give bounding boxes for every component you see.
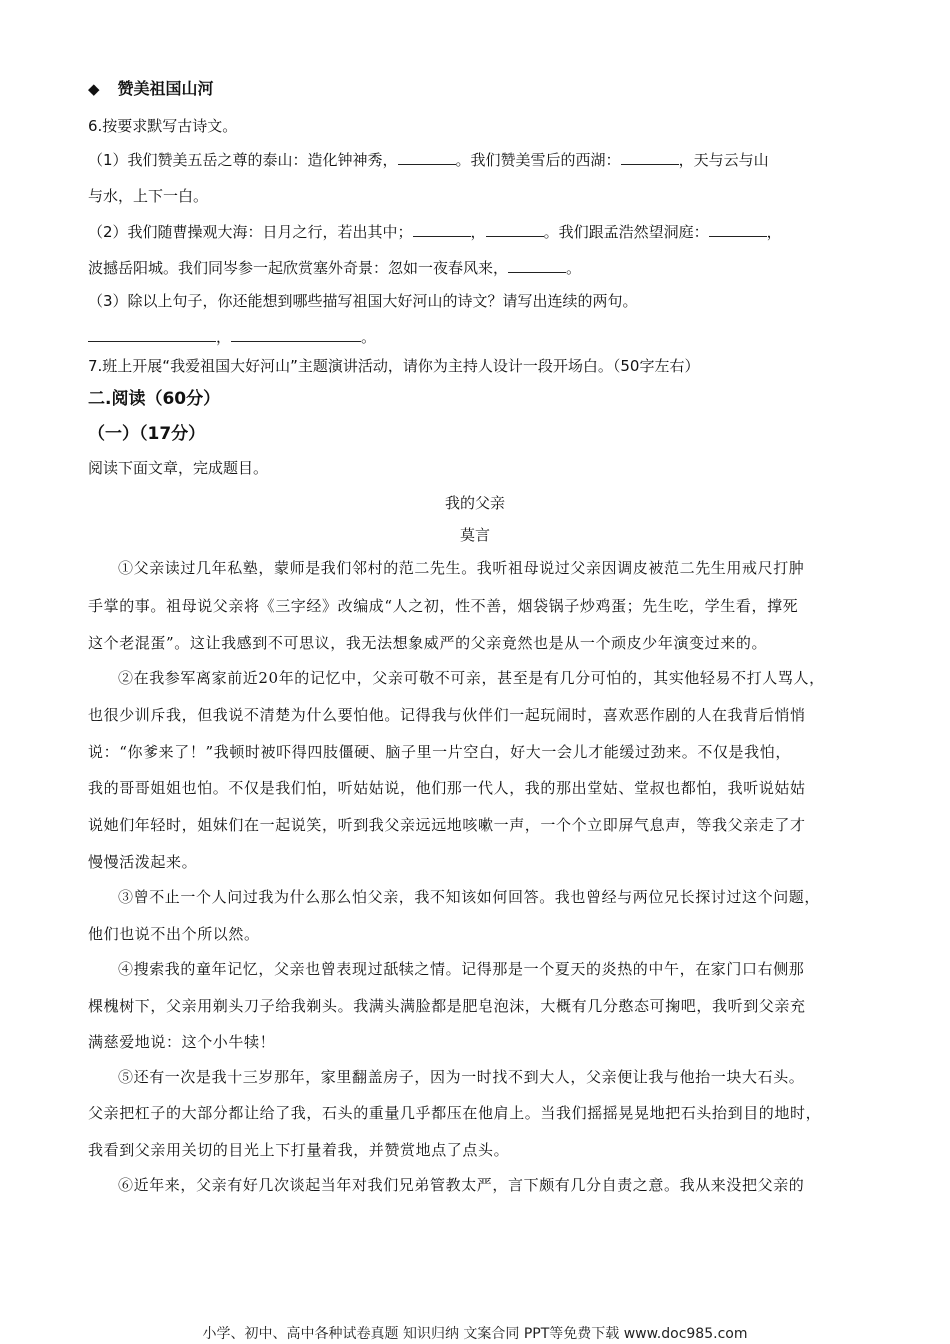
q6-title: 6.按要求默写古诗文。 [88,117,238,135]
answer-blank[interactable] [709,221,767,237]
answer-blank[interactable] [486,221,544,237]
q6-part2-line1: （2）我们随曹操观大海：日月之行，若出其中； ， 。我们跟孟浩然望洞庭： ， [88,223,782,241]
essay-line: ⑥近年来，父亲有好几次谈起当年对我们兄弟管教太严，言下颇有几分自责之意。我从来没把父亲的 [118,1176,805,1194]
answer-blank[interactable] [621,149,679,165]
essay-line: ③曾不止一个人问过我为什么那么怕父亲，我不知该如何回答。我也曾经与两位兄长探讨过这个问题， [118,888,821,906]
essay-line: 我的哥哥姐姐也怕。不仅是我们怕，听姑姑说，他们那一代人，我的那出堂姑、堂叔也都怕，我听说姑姑 [88,779,806,797]
answer-blank[interactable] [88,326,216,342]
q6-part3: （3）除以上句子，你还能想到哪些描写祖国大好河山的诗文？请写出连续的两句。 [88,292,638,310]
essay-line: 棵槐树下，父亲用剃头刀子给我剃头。我满头满脸都是肥皂泡沫，大概有几分憨态可掬吧，我听到父亲充 [88,997,806,1015]
q6-part1-line2: 与水，上下一白。 [88,187,209,205]
essay-line: ①父亲读过几年私塾，蒙师是我们邻村的范二先生。我听祖母说过父亲因调皮被范二先生用戒尺打肿 [118,559,805,577]
essay-line: 我看到父亲用关切的目光上下打量着我，并赞赏地点了点头。 [88,1141,510,1159]
essay-line: 他们也说不出个所以然。 [88,925,260,943]
q6-part3-answers: ， 。 [88,326,376,347]
reading-instruction: 阅读下面文章，完成题目。 [88,459,269,477]
essay-title: 我的父亲 [444,494,505,512]
essay-line: 说她们年轻时，姐妹们在一起说笑，听到我父亲远远地咳嗽一声，一个个立即屏气息声，等我父亲走了才 [88,816,806,834]
part-one-heading: （一）（17分） [88,424,206,444]
essay-line: ②在我参军离家前近20年的记忆中，父亲可敬不可亲，甚至是有几分可怕的，其实他轻易不打人骂人， [118,669,825,687]
answer-blank[interactable] [508,257,566,273]
essay-line: 慢慢活泼起来。 [88,853,198,871]
section-reading: 二.阅读（60分） [88,389,221,409]
essay-line: ⑤还有一次是我十三岁那年，家里翻盖房子，因为一时找不到大人，父亲便让我与他抬一块大石头。 [118,1068,805,1086]
essay-line: 说：“你爹来了！”我顿时被吓得四肢僵硬、脑子里一片空白，好大一会儿才能缓过劲来。不仅是我怕， [88,743,791,761]
diamond-icon: ◆ [88,80,100,98]
essay-line: 父亲把杠子的大部分都让给了我，石头的重量几乎都压在他肩上。当我们摇摇晃晃地把石头抬到目的地时， [88,1104,822,1122]
page-footer: 小学、初中、高中各种试卷真题 知识归纳 文案合同 PPT等免费下载 www.doc985.com [202,1326,748,1342]
essay-line: 也很少训斥我，但我说不清楚为什么要怕他。记得我与伙伴们一起玩闹时，喜欢恶作剧的人在我背后悄悄 [88,706,806,724]
q6-part2-line2: 波撼岳阳城。我们同岑参一起欣赏塞外奇景：忽如一夜春风来， 。 [88,259,582,277]
answer-blank[interactable] [231,326,361,342]
answer-blank[interactable] [413,221,471,237]
q6-part1-line1: （1）我们赞美五岳之尊的泰山：造化钟神秀， 。我们赞美雪后的西湖： ，天与云与山 [88,151,769,169]
essay-author: 莫言 [459,526,490,544]
essay-line: ④搜索我的童年记忆，父亲也曾表现过舐犊之情。记得那是一个夏天的炎热的中午，在家门口右侧那 [118,960,805,978]
essay-line: 满慈爱地说：这个小牛犊！ [88,1033,276,1051]
essay-line: 这个老混蛋”。这让我感到不可思议，我无法想象威严的父亲竟然也是从一个顽皮少年演变过来的。 [88,634,768,652]
section-heading [88,79,214,99]
answer-blank[interactable] [398,149,456,165]
q7-prompt: 7.班上开展“我爱祖国大好河山”主题演讲活动，请你为主持人设计一段开场白。（50字左右） [88,357,700,375]
essay-line: 手掌的事。祖母说父亲将《三字经》改编成“人之初，性不善，烟袋锅子炒鸡蛋；先生吃，学生看，撑死 [88,597,799,615]
heading-title: 赞美祖国山河 [117,79,214,98]
